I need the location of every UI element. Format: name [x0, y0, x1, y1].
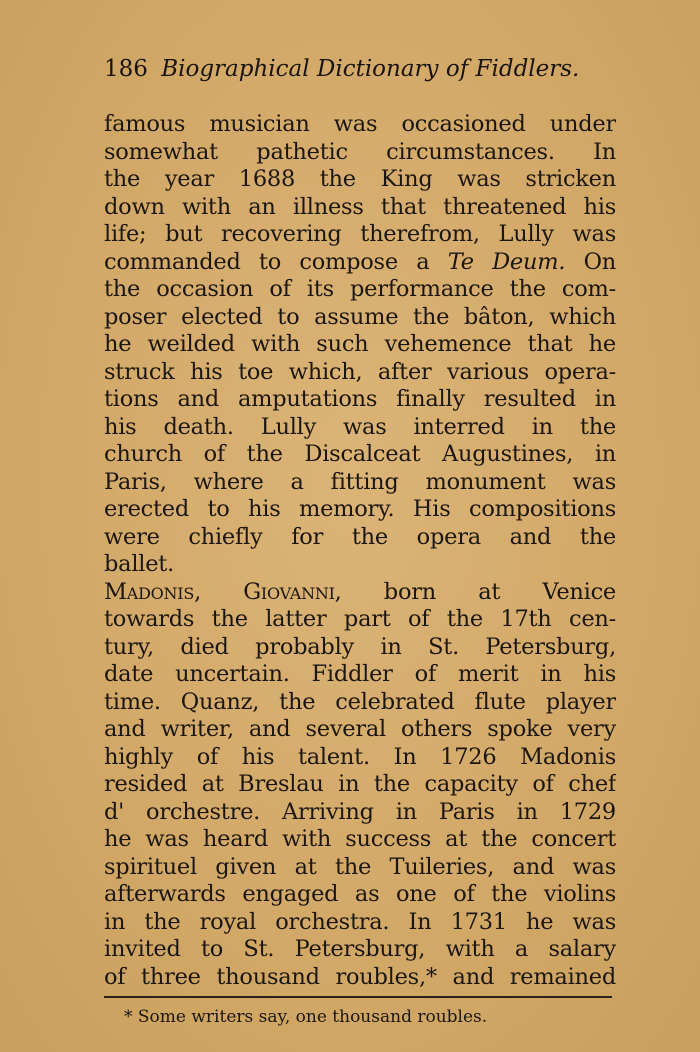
text-line-paragraph-end: ballet.	[104, 551, 174, 577]
te-deum-after: On	[565, 248, 616, 275]
text-line-madonis-entry	[104, 579, 616, 607]
footnote-rule	[104, 996, 612, 998]
text-line: and writer, and several others spoke very	[104, 716, 616, 742]
te-deum-title: Te Deum.	[447, 248, 566, 275]
body-text	[104, 111, 616, 991]
text-line: famous musician was occasioned under	[104, 111, 616, 137]
text-line: were chiefly for the opera and the	[104, 523, 616, 550]
text-line: struck his toe which, after various opera-	[104, 358, 616, 385]
text-line: highly of his talent. In 1726 Madonis	[104, 743, 616, 770]
text-line: down with an illness that threatened his	[104, 193, 616, 220]
text-line: afterwards engaged as one of the violins	[104, 881, 616, 907]
text-line: the year 1688 the King was stricken	[104, 166, 616, 192]
text-line: in the royal orchestra. In 1731 he was	[104, 908, 616, 935]
text-line: resided at Breslau in the capacity of chef	[104, 771, 616, 797]
text-line: time. Quanz, the celebrated flute player	[104, 688, 616, 715]
text-line: tions and amputations finally resulted in	[104, 386, 616, 412]
text-line: erected to his memory. His compositions	[104, 496, 616, 522]
text-line: church of the Discalceat Augustines, in	[104, 441, 616, 467]
text-line: the occasion of its performance the com-	[104, 276, 616, 302]
entry-headword-rest: born at Venice	[341, 578, 616, 605]
text-line: poser elected to assume the bâton, which	[104, 303, 616, 330]
entry-headword: Madonis, Giovanni,	[104, 578, 342, 605]
text-line: date uncertain. Fiddler of merit in his	[104, 661, 616, 687]
text-line: his death. Lully was interred in the	[104, 413, 616, 440]
text-line: invited to St. Petersburg, with a salary	[104, 936, 616, 962]
running-head	[104, 52, 604, 86]
text-line: life; but recovering therefrom, Lully was	[104, 221, 616, 247]
text-line: d' orchestre. Arriving in Paris in 1729	[104, 798, 616, 825]
te-deum-before: commanded to compose a	[104, 248, 448, 275]
text-line: somewhat pathetic circumstances. In	[104, 138, 616, 165]
page-number: 186	[104, 56, 148, 82]
text-line-te-deum	[104, 249, 616, 277]
text-line: tury, died probably in St. Petersburg,	[104, 633, 616, 660]
text-line: Paris, where a fitting monument was	[104, 468, 616, 495]
footnote: * Some writers say, one thousand roubles.	[124, 1007, 488, 1027]
text-line: towards the latter part of the 17th cen-	[104, 606, 616, 632]
text-line: he was heard with success at the concert	[104, 826, 616, 852]
text-line: he weilded with such vehemence that he	[104, 331, 616, 357]
text-line: of three thousand roubles,* and remained	[104, 963, 616, 990]
text-line: spirituel given at the Tuileries, and was	[104, 853, 616, 880]
book-title: Biographical Dictionary of Fiddlers.	[161, 56, 580, 82]
